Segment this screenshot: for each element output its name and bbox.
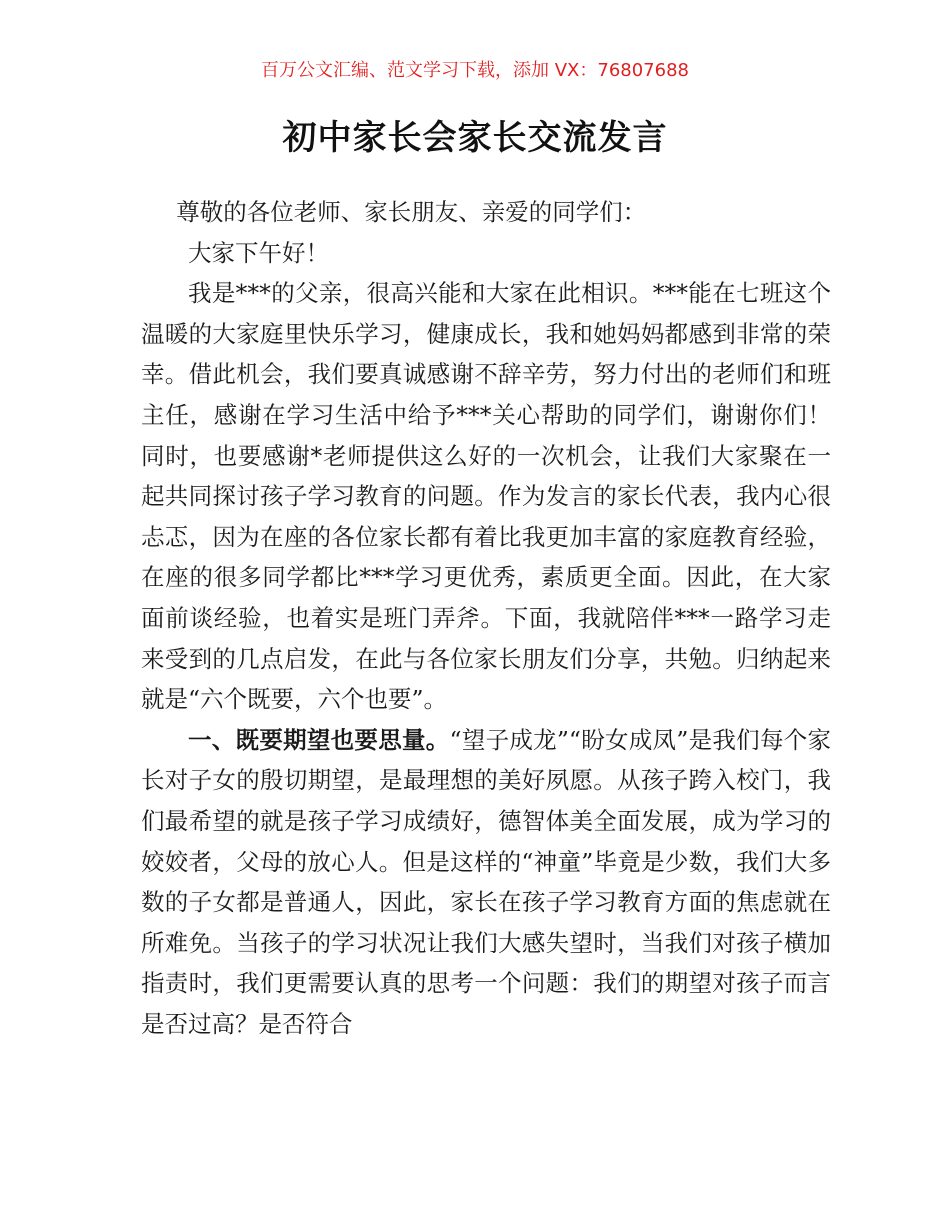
document-title: 初中家长会家长交流发言 — [282, 118, 668, 158]
section-1-heading: 一、既要期望也要思量。 — [188, 725, 450, 754]
document-body — [141, 192, 831, 1044]
greeting: 大家下午好！ — [188, 238, 329, 267]
section-1-text: “望子成龙”“盼女成凤”是我们每个家长对子女的殷切期望，是最理想的美好夙愿。从孩子跨入校门，我们最希望的就是孩子学习成绩好，德智体美全面发展，成为学习的姣姣者，父母的放心人。但是这样的“神童”毕竟是少数，我们大多数的子女都是普通人，因此，家长在孩子学习教育方面的焦虑就在所难免。当孩子的学习状况让我们大感失望时，当我们对孩子横加指责时，我们更需要认真的思考一个问题：我们的期望对孩子而言是否过高？是否符合 — [141, 725, 831, 1038]
header-note: 百万公文汇编、范文学习下载，添加 VX：76807688 — [261, 60, 689, 81]
salutation: 尊敬的各位老师、家长朋友、亲爱的同学们： — [176, 198, 647, 226]
intro-paragraph: 我是***的父亲，很高兴能和大家在此相识。***能在七班这个温暖的大家庭里快乐学习，健康成长，我和她妈妈都感到非常的荣幸。借此机会，我们要真诚感谢不辞辛劳，努力付出的老师们和班主任，感谢在学习生活中给予***关心帮助的同学们，谢谢你们！同时，也要感谢*老师提供这么好的一次机会，让我们大家聚在一起共同探讨孩子学习教育的问题。作为发言的家长代表，我内心很忐忑，因为在座的各位家长都有着比我更加丰富的家庭教育经验，在座的很多同学都比***学习更优秀，素质更全面。因此，在大家面前谈经验，也着实是班门弄斧。下面，我就陪伴***一路学习走来受到的几点启发，在此与各位家长朋友们分享，共勉。归纳起来就是“六个既要，六个也要”。 — [141, 279, 831, 714]
section-1-paragraph — [141, 720, 831, 1045]
